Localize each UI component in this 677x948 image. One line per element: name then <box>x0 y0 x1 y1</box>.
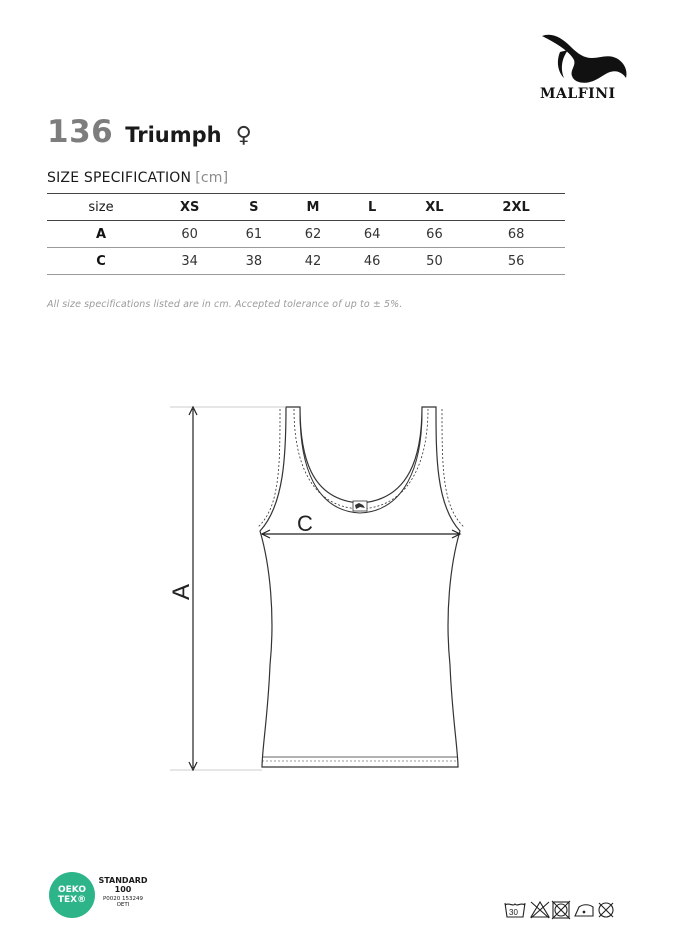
eagle-icon <box>538 28 630 84</box>
neckline-inner <box>300 413 422 513</box>
oeko-number: 100 <box>114 885 132 894</box>
model-name: Triumph <box>125 123 222 147</box>
table-cell: 66 <box>402 221 467 248</box>
oeko-tex-details <box>98 876 148 908</box>
header-cell: S <box>224 194 283 221</box>
garment-diagram <box>160 395 470 780</box>
table-cell: 34 <box>155 248 224 275</box>
table-cell: 46 <box>343 248 402 275</box>
table-cell: C <box>47 248 155 275</box>
header-cell: L <box>343 194 402 221</box>
care-symbols <box>503 899 628 921</box>
table-cell: 61 <box>224 221 283 248</box>
label-c: C <box>297 511 313 536</box>
neckline-stitch <box>294 409 428 509</box>
brand-name: MALFINI <box>540 86 616 102</box>
oeko-institute: OETI <box>116 902 130 908</box>
female-icon: ♀ <box>235 123 252 148</box>
label-a: A <box>168 583 195 600</box>
header-cell: M <box>283 194 342 221</box>
oeko-line1: OEKO <box>57 885 87 895</box>
spec-heading <box>47 170 228 186</box>
header-cell: size <box>47 194 155 221</box>
tank-top-outline <box>260 407 460 767</box>
table-row <box>47 248 565 275</box>
table-header-row <box>47 194 565 221</box>
svg-text:30: 30 <box>509 908 518 917</box>
header-cell: XS <box>155 194 224 221</box>
oeko-standard: STANDARD <box>98 876 148 885</box>
table-cell: 38 <box>224 248 283 275</box>
size-table <box>47 193 565 275</box>
product-title <box>47 114 252 150</box>
tolerance-note: All size specifications listed are in cm. Accepted tolerance of up to ± 5%. <box>47 299 403 310</box>
no-bleach-icon <box>531 902 549 918</box>
armhole-right <box>442 409 464 527</box>
table-cell: 68 <box>467 221 565 248</box>
table-cell: 42 <box>283 248 342 275</box>
oeko-line2: TEX® <box>57 895 87 905</box>
brand-logo <box>528 28 638 108</box>
header-cell: XL <box>402 194 467 221</box>
table-cell: 60 <box>155 221 224 248</box>
table-row <box>47 221 565 248</box>
table-cell: 64 <box>343 221 402 248</box>
model-number: 136 <box>47 114 114 150</box>
table-cell: 56 <box>467 248 565 275</box>
header-cell: 2XL <box>467 194 565 221</box>
no-tumble-dry-icon <box>552 901 570 919</box>
iron-low-icon <box>575 905 593 916</box>
no-dry-clean-icon <box>599 903 613 917</box>
oeko-tex-logo <box>49 872 95 918</box>
spec-heading-text: SIZE SPECIFICATION <box>47 170 192 186</box>
table-cell: 50 <box>402 248 467 275</box>
spec-heading-unit: [cm] <box>195 170 229 186</box>
armhole-left <box>258 409 280 527</box>
oeko-certificate: P0020 153249 <box>102 896 144 902</box>
wash-30-icon <box>505 903 525 917</box>
table-cell: 62 <box>283 221 342 248</box>
table-cell: A <box>47 221 155 248</box>
